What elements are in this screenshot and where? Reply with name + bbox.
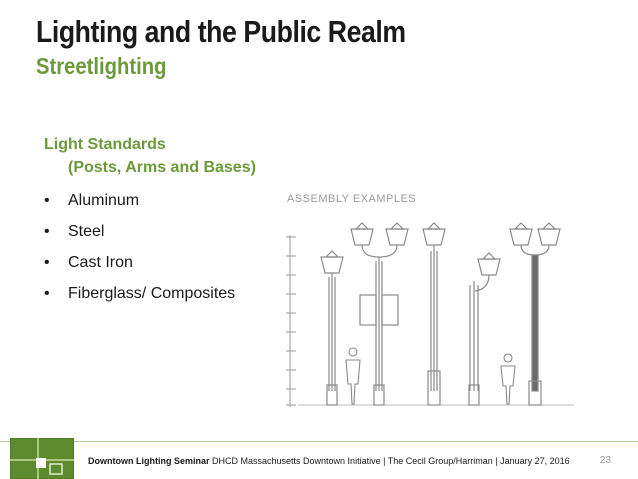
streetlight-tall-single — [423, 223, 445, 405]
list-item — [44, 189, 235, 220]
streetlight-twin-tall — [510, 223, 560, 405]
person-scale-figure — [346, 348, 360, 404]
figure-caption: ASSEMBLY EXAMPLES — [287, 193, 417, 205]
slide-subtitle: Streetlighting — [36, 53, 167, 79]
section-heading — [44, 133, 256, 179]
page-number: 23 — [599, 455, 611, 466]
list-item — [44, 282, 235, 313]
section-heading-line2: (Posts, Arms and Bases) — [68, 159, 256, 176]
list-item-label: Cast Iron — [68, 254, 133, 271]
height-scale-ruler — [286, 235, 296, 407]
slide-title: Lighting and the Public Realm — [36, 14, 406, 49]
section-heading-line1: Light Standards — [44, 136, 166, 153]
streetlight-single-short — [321, 251, 343, 405]
streetlight-twin-banners — [351, 223, 408, 405]
assembly-examples-figure — [280, 185, 580, 410]
footer-details: DHCD Massachusetts Downtown Initiative | The Cecil Group/Harriman | January 27, 2016 — [212, 456, 570, 466]
bullet-icon: • — [44, 192, 50, 209]
material-list — [44, 189, 235, 313]
list-item-label: Steel — [68, 223, 105, 240]
bullet-icon: • — [44, 254, 50, 271]
bullet-icon: • — [44, 285, 50, 302]
organization-logo — [10, 438, 74, 479]
person-scale-figure — [501, 354, 515, 404]
list-item — [44, 220, 235, 251]
footer-credits — [88, 456, 570, 466]
footer-divider — [0, 441, 638, 442]
footer-seminar-name: Downtown Lighting Seminar — [88, 456, 210, 466]
list-item-label: Fiberglass/ Composites — [68, 285, 236, 302]
list-item — [44, 251, 235, 282]
bullet-icon: • — [44, 223, 50, 240]
list-item-label: Aluminum — [68, 192, 140, 209]
streetlight-arm-mounted — [469, 253, 500, 405]
